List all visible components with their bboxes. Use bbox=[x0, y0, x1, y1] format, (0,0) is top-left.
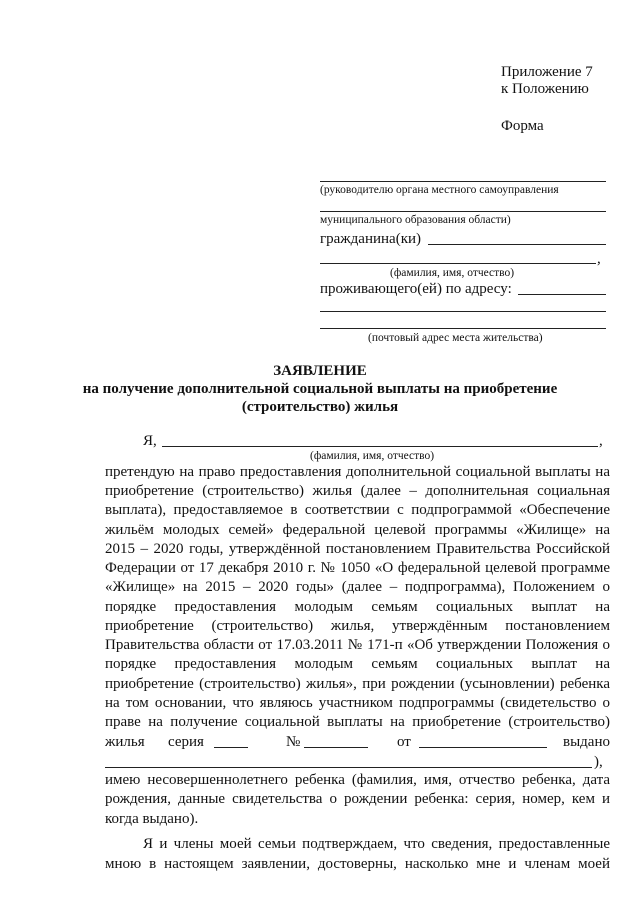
address-line-2[interactable] bbox=[320, 311, 606, 312]
issued-label: выдано bbox=[563, 734, 610, 750]
close-paren: ), bbox=[594, 754, 603, 770]
body-line: на том основании, что являюсь участником подпрограммы (свидетельство о bbox=[105, 695, 610, 711]
document-title: ЗАЯВЛЕНИЕ bbox=[273, 363, 367, 379]
body-line: рождения, данные свидетельства о рождении ребенка: серия, номер, кем и bbox=[105, 791, 610, 807]
from-label: от bbox=[397, 734, 411, 750]
body-line: порядке предоставления молодым семьям социальных выплат на bbox=[105, 599, 610, 615]
official-name-line[interactable] bbox=[320, 181, 606, 182]
citizen-comma: , bbox=[597, 251, 601, 267]
housing-word: жилья bbox=[105, 734, 145, 750]
body-line: «Жилище» на 2015 – 2020 годы» (далее – подпрограмма), Положением о bbox=[105, 579, 610, 595]
address-line-3[interactable] bbox=[320, 328, 606, 329]
body-line: когда выдано). bbox=[105, 811, 199, 827]
citizen-name-line-2[interactable] bbox=[320, 263, 596, 264]
citizen-label: гражданина(ки) bbox=[320, 231, 422, 247]
number-field[interactable] bbox=[304, 747, 368, 748]
official-caption: (руководителю органа местного самоуправления bbox=[320, 184, 559, 196]
document-subtitle-1: на получение дополнительной социальной выплаты на приобретение bbox=[82, 381, 558, 397]
applicant-label: Я, bbox=[143, 433, 157, 449]
confirm-line: Я и члены моей семьи подтверждаем, что сведения, предоставленные bbox=[143, 836, 610, 852]
number-sign: № bbox=[286, 734, 301, 750]
municipality-caption: муниципального образования области) bbox=[320, 214, 511, 226]
applicant-name-caption: (фамилия, имя, отчество) bbox=[310, 450, 435, 462]
issuer-field[interactable] bbox=[105, 767, 592, 768]
appendix-number: Приложение 7 bbox=[501, 64, 593, 80]
applicant-comma: , bbox=[599, 433, 603, 449]
body-line: 2015 – 2020 годы, утверждённой постановлением Правительства Российской bbox=[105, 541, 610, 557]
confirm-line: мною в настоящем заявлении, достоверны, насколько мне и членам моей bbox=[105, 856, 610, 872]
residing-label: проживающего(ей) по адресу: bbox=[320, 281, 512, 297]
body-line: Федерации от 17 декабря 2010 г. № 1050 «О федеральной целевой программе bbox=[105, 560, 610, 576]
address-line[interactable] bbox=[518, 294, 606, 295]
body-line: претендую на право предоставления дополнительной социальной выплаты на bbox=[105, 464, 610, 480]
series-label: серия bbox=[168, 734, 204, 750]
citizen-name-caption: (фамилия, имя, отчество) bbox=[390, 267, 515, 279]
form-label: Форма bbox=[501, 118, 544, 134]
body-line: жильём молодых семей» федеральной целевой программы «Жилище» на bbox=[105, 522, 610, 538]
body-line: приобретение (строительство) жилья», при рождении (усыновлении) ребенка bbox=[105, 676, 610, 692]
body-line: имею несовершеннолетнего ребенка (фамилия, имя, отчество ребенка, дата bbox=[105, 772, 610, 788]
document-subtitle-2: (строительство) жилья bbox=[241, 399, 399, 415]
series-field[interactable] bbox=[214, 747, 248, 748]
body-line: праве на получение социальной выплаты на приобретение (строительство) bbox=[105, 714, 610, 730]
body-line: выплата), предоставляемое в соответствии с подпрограммой «Обеспечение bbox=[105, 502, 610, 518]
address-caption: (почтовый адрес места жительства) bbox=[368, 332, 543, 344]
municipality-line[interactable] bbox=[320, 211, 606, 212]
body-line: приобретение (строительство) жилья (далее – дополнительная социальная bbox=[105, 483, 610, 499]
body-line: Правительства области от 17.03.2011 № 171-п «Об утверждении Положения о bbox=[105, 637, 610, 653]
applicant-name-line[interactable] bbox=[162, 446, 598, 447]
appendix-reference: к Положению bbox=[501, 81, 589, 97]
body-line: приобретение (строительство) жилья, утверждённым постановлением bbox=[105, 618, 610, 634]
citizen-name-line[interactable] bbox=[428, 244, 606, 245]
date-field[interactable] bbox=[419, 747, 547, 748]
body-line: порядке предоставления молодым семьям социальных выплат на bbox=[105, 656, 610, 672]
